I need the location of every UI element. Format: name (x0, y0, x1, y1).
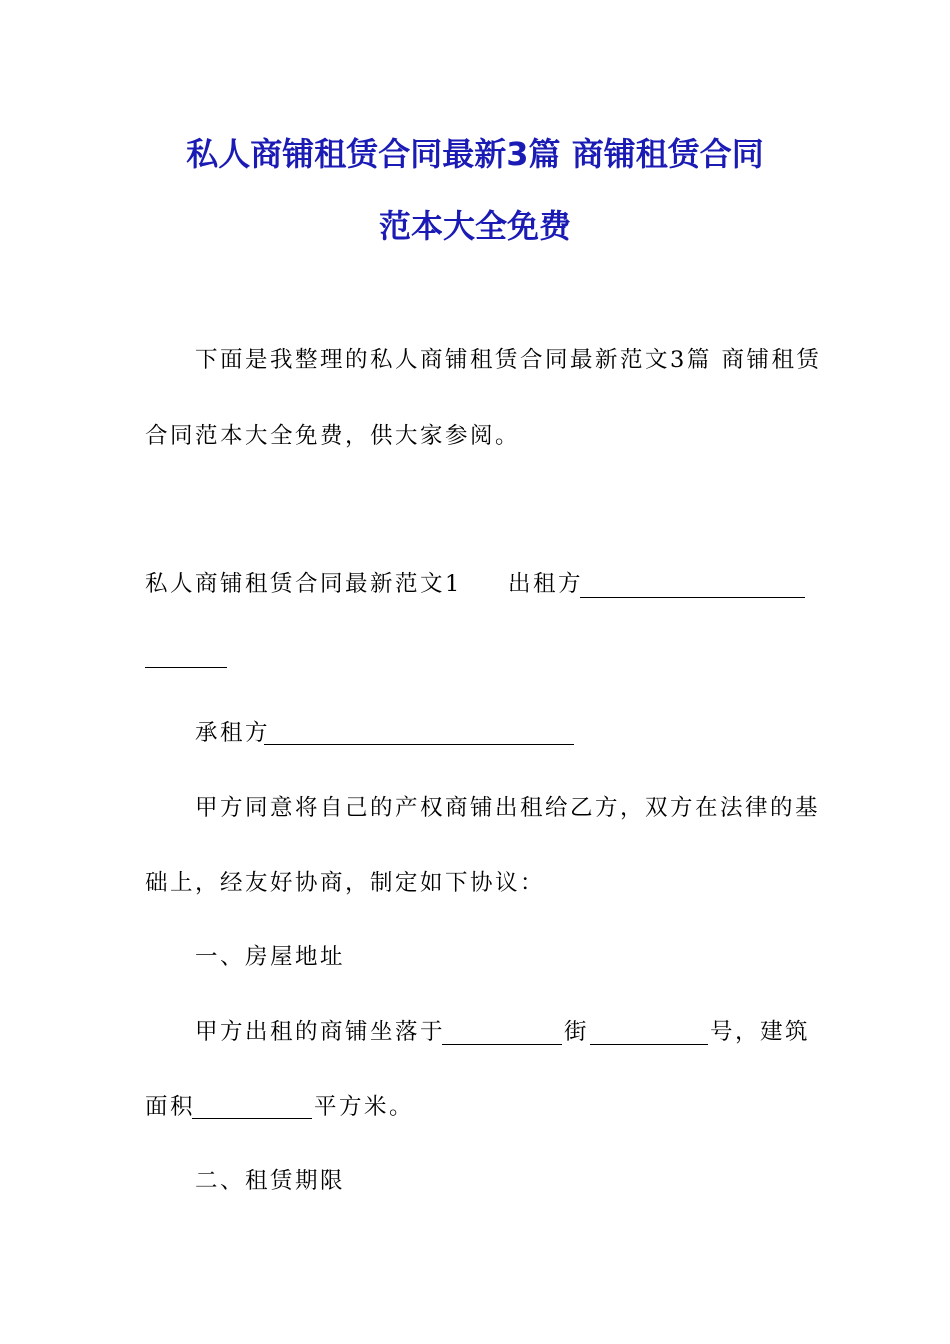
number-label: 号，建筑 (710, 1019, 811, 1045)
lessor-label: 出租方 (508, 571, 584, 597)
lessor-blank-continued (145, 667, 227, 668)
document-title-line-1: 私人商铺租赁合同最新3篇 商铺租赁合同 (186, 135, 764, 173)
address-prefix: 甲方出租的商铺坐落于 (195, 1019, 446, 1045)
agreement-paragraph-line-2: 础上，经友好协商，制定如下协议： (145, 870, 546, 896)
lessee-blank (264, 744, 574, 745)
street-blank (442, 1044, 562, 1045)
area-blank (192, 1118, 312, 1119)
street-label: 街 (564, 1019, 590, 1045)
clause-2-heading: 二、租赁期限 (195, 1168, 346, 1194)
agreement-paragraph-line-1: 甲方同意将自己的产权商铺出租给乙方，双方在法律的基 (195, 795, 821, 821)
lessor-blank (580, 597, 805, 598)
clause-1-heading: 一、房屋地址 (195, 944, 346, 970)
intro-paragraph-line-2: 合同范本大全免费，供大家参阅。 (145, 423, 521, 449)
area-prefix: 面积 (145, 1094, 196, 1120)
section-1-heading: 私人商铺租赁合同最新范文1 (145, 571, 462, 597)
area-suffix: 平方米。 (314, 1094, 415, 1120)
document-title-line-2: 范本大全免费 (378, 207, 571, 245)
number-blank (590, 1044, 708, 1045)
intro-paragraph-line-1: 下面是我整理的私人商铺租赁合同最新范文3篇 商铺租赁 (195, 347, 822, 373)
lessee-label: 承租方 (195, 720, 271, 746)
